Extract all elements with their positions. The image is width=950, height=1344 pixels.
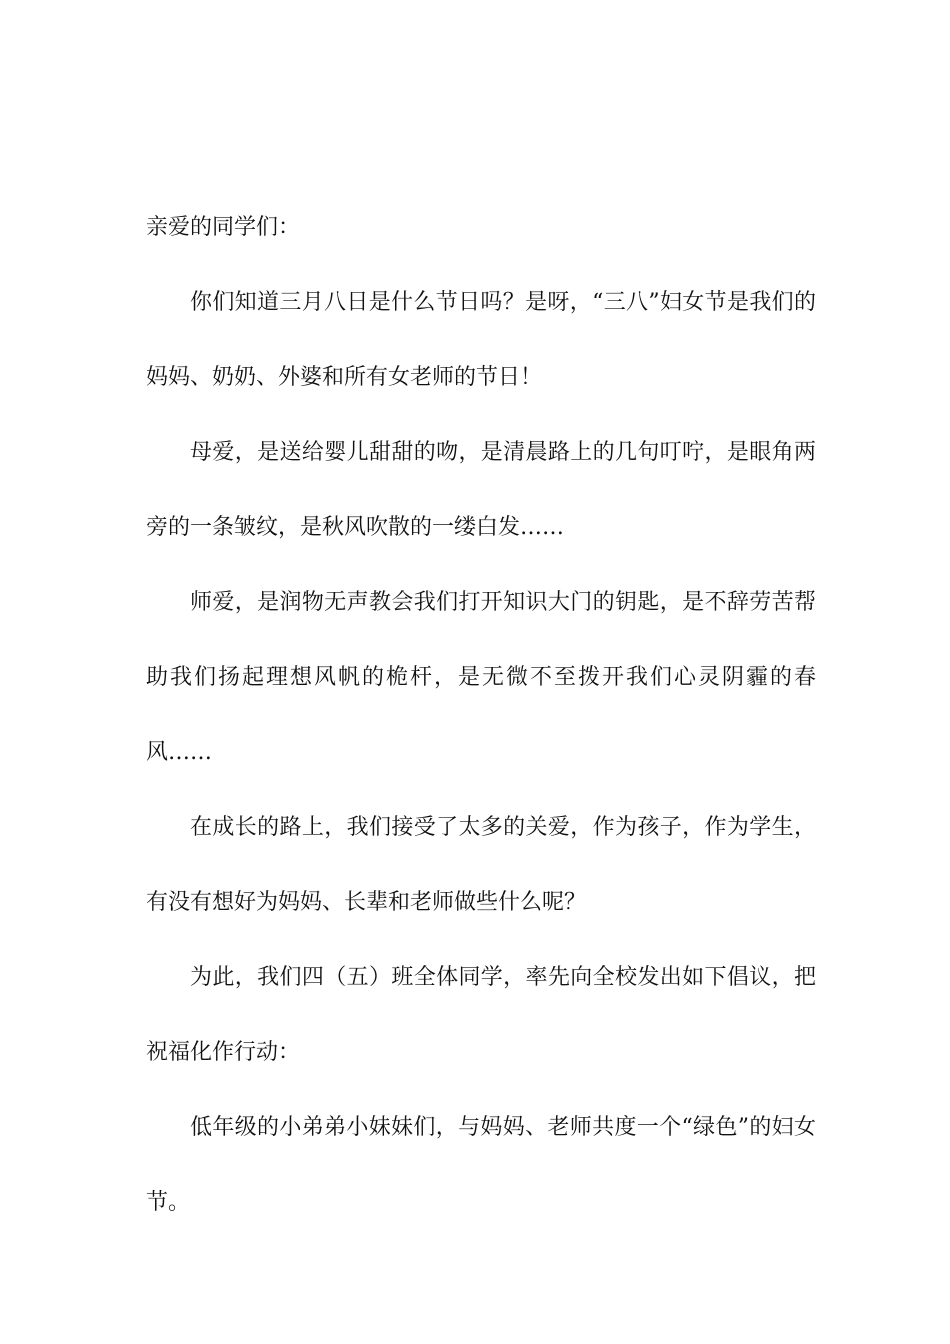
document-body bbox=[146, 190, 816, 1240]
greeting-line: 亲爱的同学们： bbox=[146, 215, 301, 240]
paragraph-5: 为此，我们四（五）班全体同学，率先向全校发出如下倡议，把祝福化作行动： bbox=[146, 965, 816, 1065]
paragraph-6: 低年级的小弟弟小妹妹们，与妈妈、老师共度一个“绿色”的妇女节。 bbox=[146, 1115, 816, 1215]
paragraph-2: 母爱，是送给婴儿甜甜的吻，是清晨路上的几句叮咛，是眼角两旁的一条皱纹，是秋风吹散的一缕白发…… bbox=[146, 440, 816, 540]
paragraph-4: 在成长的路上，我们接受了太多的关爱，作为孩子，作为学生，有没有想好为妈妈、长辈和老师做些什么呢？ bbox=[146, 815, 816, 915]
paragraph-3: 师爱，是润物无声教会我们打开知识大门的钥匙，是不辞劳苦帮助我们扬起理想风帆的桅杆，是无微不至拨开我们心灵阴霾的春风…… bbox=[146, 590, 816, 765]
paragraph-1: 你们知道三月八日是什么节日吗？是呀，“三八”妇女节是我们的妈妈、奶奶、外婆和所有女老师的节日！ bbox=[146, 290, 816, 390]
